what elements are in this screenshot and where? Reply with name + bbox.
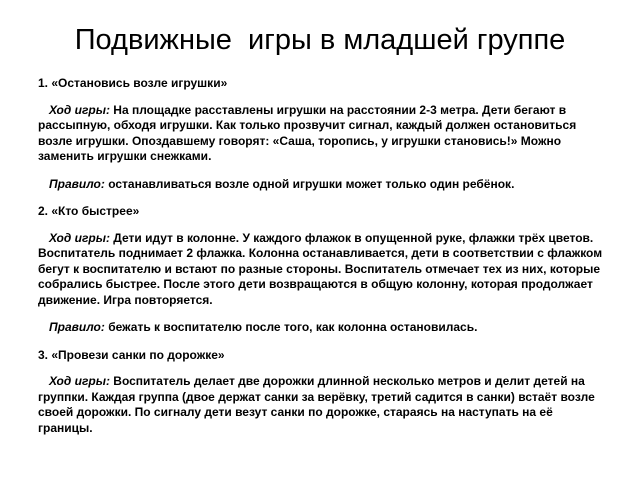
slide-content [38, 76, 606, 436]
rule-text: останавливаться возле одной игрушки может только один ребёнок. [104, 176, 515, 191]
course-label: Ход игры: [49, 374, 110, 388]
rule-text: бежать к воспитателю после того, как колонна остановилась. [104, 320, 478, 334]
rule-label: Правило: [49, 320, 105, 334]
course-text: Дети идут в колонне. У каждого флажок в опущенной руке, флажки трёх цветов. Воспитатель поднимает 2 флажка. Колонна останавливается, дети в соответствии с флажком бегут к воспитателю и встают по разные стороны. Воспитатель отмечает тех из них, которые собрались быстрее. После этого дети возвращаются в общую колонну, которая продолжает движение. Игра повторяется. [38, 230, 603, 307]
course-text: Воспитатель делает две дорожки длинной несколько метров и делит детей на группки. Каждая группа (двое держат санки за верёвку, третий садится в санки) встаёт возле своей дорожки. По сигналу дети везут санки по дорожке, стараясь на наступать на её границы. [38, 374, 595, 435]
course-label: Ход игры: [49, 230, 110, 245]
game-course [38, 103, 606, 165]
game-course [38, 231, 606, 309]
game-heading: 1. «Остановись возле игрушки» [38, 76, 228, 90]
course-label: Ход игры: [49, 102, 110, 117]
rule-label: Правило: [49, 176, 105, 191]
game-course [38, 374, 606, 436]
course-text: На площадке расставлены игрушки на расстоянии 2-3 метра. Дети бегают в рассыпную, обходя игрушки. Как только прозвучит сигнал, каждый должен остановиться возле игрушки. Опоздавшему говорят: «Саша, торопись, у игрушки становись!» Можно заменить игрушки снежками. [38, 102, 577, 163]
game-heading: 3. «Провези санки по дорожке» [38, 347, 225, 362]
slide-title: Подвижные игры в младшей группе [74, 24, 566, 56]
game-rule [38, 177, 606, 193]
game-heading: 2. «Кто быстрее» [38, 204, 140, 218]
game-rule [38, 320, 606, 336]
